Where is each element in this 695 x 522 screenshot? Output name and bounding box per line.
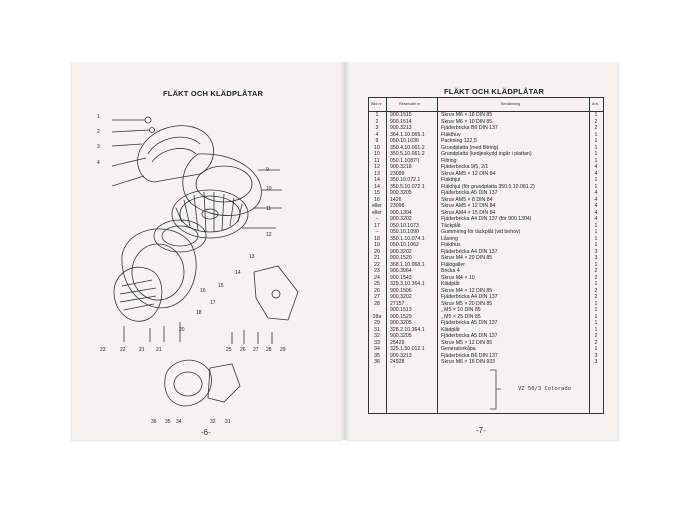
quantity-cell: 2: [594, 125, 598, 131]
callout-2: 2: [97, 129, 100, 135]
figure-no-cell: eller: [372, 203, 382, 209]
quantity-cell: 1: [594, 235, 598, 242]
quantity-cell: 1: [594, 144, 598, 151]
exploded-fan-diagram: [92, 96, 300, 426]
quantity-cell: 2: [594, 333, 598, 339]
figure-no-cell: 20: [374, 248, 380, 255]
callout-3: 3: [97, 144, 100, 150]
left-page-title: FLÄKT OCH KLÄDPLÅTAR: [163, 89, 264, 98]
part-no-cell: 900.3213: [390, 125, 412, 131]
figure-no-cell: 10: [374, 151, 380, 157]
figure-no-cell: 10: [374, 144, 380, 151]
callout-28: 27: [253, 347, 259, 353]
part-no-cell: 350.10.072.1: [390, 177, 421, 183]
part-no-cell: 900.1520: [390, 255, 412, 261]
callout-20: 20: [179, 327, 185, 333]
part-no-cell: 1426: [390, 196, 402, 203]
callout-34: 34: [176, 419, 182, 425]
description-cell: Fjäderbricka A4 DIN 137: [441, 294, 498, 300]
description-cell: Bricka 4: [441, 268, 460, 274]
part-no-cell: 325.1.50.012.1: [390, 346, 425, 352]
figure-no-cell: 9: [375, 138, 379, 144]
description-cell: Låsring: [441, 235, 459, 242]
figure-no-cell: 28: [374, 300, 380, 307]
part-no-cell: 900.3202: [390, 216, 412, 222]
description-cell: Fläktgaller: [441, 261, 465, 268]
description-cell: Skruv M5 × 12 DIN 85: [441, 339, 493, 346]
description-cell: Fjäderbricka A5 DIN 137: [441, 333, 498, 339]
part-no-cell: 350.5.10.072.1: [390, 183, 425, 190]
figure-no-cell: 2: [375, 118, 379, 125]
quantity-cell: 1: [594, 138, 598, 144]
figure-no-cell: 35: [374, 352, 380, 359]
description-cell: Skruv AM5 × 12 DIN 84: [441, 170, 496, 177]
part-no-cell: 050.10.1090: [390, 229, 419, 235]
figure-no-cell: 15: [374, 190, 380, 196]
description-cell: Skruv M6 × 16 DIN 933: [441, 359, 496, 365]
figure-no-cell: 14: [374, 177, 380, 183]
table-row: [369, 359, 603, 366]
description-cell: „ M5 × 25 DIN 85: [441, 313, 481, 320]
part-no-cell: 900.1529: [390, 313, 412, 320]
part-no-cell: 27157: [390, 300, 405, 307]
quantity-cell: 1: [594, 320, 598, 326]
col-header-part-no: Reservdel nr: [399, 102, 421, 106]
part-no-cell: 368.1.10.068.1: [390, 261, 425, 268]
quantity-cell: 3: [594, 248, 598, 255]
description-cell: Skruv M4 × 12 DIN 85: [441, 287, 493, 294]
quantity-cell: 2: [594, 268, 598, 274]
quantity-cell: 4: [594, 203, 598, 209]
part-no-cell: 329.3.10.364.1: [390, 281, 425, 287]
figure-no-cell: 19: [374, 242, 380, 248]
description-cell: Fläkthjul: [441, 177, 461, 183]
part-no-cell: 900.1304: [390, 209, 412, 216]
callout-23: 22: [120, 347, 126, 353]
part-no-cell: 25429: [390, 339, 405, 346]
figure-no-cell: 17: [374, 222, 380, 229]
figure-no-cell: 33: [374, 339, 380, 346]
part-no-cell: 900.1543: [390, 274, 412, 281]
callout-35: 35: [165, 419, 171, 425]
quantity-cell: 1: [594, 326, 598, 333]
part-no-cell: 23099: [390, 170, 405, 177]
parts-table-body: [369, 112, 603, 366]
callout-26: 25: [226, 347, 232, 353]
quantity-cell: 4: [594, 196, 598, 203]
handwritten-note: VZ 50/3 Colorado: [518, 386, 571, 392]
quantity-cell: 2: [594, 339, 598, 346]
description-cell: Generatorkåpa: [441, 346, 476, 352]
description-cell: Fläkthjul (för grundplatta 350.5.10.061.2): [441, 183, 535, 190]
description-cell: Fjäderbricka B6 DIN 137: [441, 125, 498, 131]
part-no-cell: 900.1515: [390, 112, 412, 118]
quantity-cell: 1: [594, 313, 598, 320]
col-header-description: Benämning: [501, 102, 521, 106]
figure-no-cell: 24: [374, 274, 380, 281]
quantity-cell: 1: [594, 112, 598, 118]
figure-no-cell: 27: [374, 294, 380, 300]
description-cell: Filtring: [441, 157, 457, 164]
description-cell: Grundplatta (kedjeskydd ingår i plattan): [441, 151, 532, 157]
description-cell: Fjäderbricka B6 DIN 137: [441, 352, 498, 359]
callout-31: 31: [225, 419, 231, 425]
figure-no-cell: 28a: [372, 313, 382, 320]
description-cell: Klädplåt: [441, 281, 460, 287]
quantity-cell: 1: [594, 346, 598, 352]
quantity-cell: 2: [594, 287, 598, 294]
description-cell: Fjäderbricka A5 DIN 137: [441, 190, 498, 196]
part-no-cell: 900.3205: [390, 320, 412, 326]
part-no-cell: 900.3202: [390, 248, 412, 255]
part-no-cell: 900.1506: [390, 287, 412, 294]
quantity-cell: 3: [594, 352, 598, 359]
quantity-cell: 3: [594, 255, 598, 261]
figure-no-cell: –: [375, 216, 379, 222]
figure-no-cell: 29: [374, 320, 380, 326]
callout-22: 21: [139, 347, 145, 353]
quantity-cell: 4: [594, 216, 598, 222]
description-cell: Fläkthus: [441, 242, 461, 248]
callout-18: 18: [196, 310, 202, 316]
description-cell: Skruv M5 × 20 DIN 85: [441, 300, 493, 307]
part-no-cell: 050.1.1087¹): [390, 157, 420, 164]
quantity-cell: 1: [594, 281, 598, 287]
figure-no-cell: 12: [374, 164, 380, 170]
right-page-title: FLÄKT OCH KLÄDPLÅTAR: [444, 87, 545, 96]
figure-no-cell: 13: [374, 170, 380, 177]
callout-12: 12: [266, 232, 272, 238]
part-no-cell: 900.1514: [390, 118, 412, 125]
part-no-cell: 24928: [390, 359, 405, 365]
quantity-cell: 1: [594, 242, 598, 248]
figure-no-cell: 26: [374, 287, 380, 294]
part-no-cell: 050.10.1062: [390, 242, 419, 248]
parts-table: [368, 97, 604, 414]
quantity-cell: 4: [594, 164, 598, 170]
figure-no-cell: 31: [374, 326, 380, 333]
brace-mark: [488, 369, 502, 411]
figure-no-cell: 3: [375, 125, 379, 131]
description-cell: Fjäderbricka A5 DIN 137: [441, 320, 498, 326]
part-no-cell: 350.5.10.061.2: [390, 151, 425, 157]
quantity-cell: 2: [594, 294, 598, 300]
quantity-cell: 1: [594, 261, 598, 268]
right-page-number: -7-: [476, 426, 486, 435]
callout-14: 14: [235, 270, 241, 276]
description-cell: Skruv AM5 × 8 DIN 84: [441, 196, 493, 203]
figure-no-cell: –: [375, 229, 379, 235]
callout-21: 21: [156, 347, 162, 353]
quantity-cell: 1: [594, 222, 598, 229]
part-no-cell: 050.10.1036: [390, 138, 419, 144]
description-cell: Fläkthuv: [441, 131, 461, 138]
description-cell: Skruv AM4 × 15 DIN 84: [441, 209, 496, 216]
description-cell: Klädplåt: [441, 326, 460, 333]
part-no-cell: 350.1.10.074.1: [390, 235, 425, 242]
description-cell: Fjäderbricka 9/5, 2/1: [441, 164, 489, 170]
callout-27: 26: [240, 347, 246, 353]
description-cell: Skruv AM5 × 12 DIN 84: [441, 203, 496, 209]
quantity-cell: 1: [594, 157, 598, 164]
quantity-cell: 1: [594, 300, 598, 307]
description-cell: Gummiring för täckplåt (vid behov): [441, 229, 521, 235]
figure-no-cell: 21: [374, 255, 380, 261]
callout-11: 11: [266, 206, 272, 212]
figure-no-cell: 32: [374, 333, 380, 339]
callout-10: 10: [266, 186, 272, 192]
description-cell: Grundplatta (med filtring): [441, 144, 499, 151]
callout-32: 32: [210, 419, 216, 425]
col-header-quantity: Ant.: [592, 102, 599, 106]
figure-no-cell: 23: [374, 268, 380, 274]
quantity-cell: 1: [594, 151, 598, 157]
quantity-cell: 1: [594, 229, 598, 235]
figure-no-cell: 14: [374, 183, 380, 190]
figure-no-cell: eller: [372, 209, 382, 216]
figure-no-cell: 16: [374, 196, 380, 203]
quantity-cell: 2: [594, 118, 598, 125]
quantity-cell: 1: [594, 131, 598, 138]
description-cell: „ M5 × 10 DIN 85: [441, 307, 481, 313]
figure-no-cell: 1: [375, 112, 379, 118]
part-no-cell: 050.10.1073: [390, 222, 419, 229]
quantity-cell: 1: [594, 307, 598, 313]
book-gutter: [340, 62, 350, 440]
quantity-cell: 4: [594, 190, 598, 196]
description-cell: Fjäderbricka A4 DIN 137: [441, 248, 498, 255]
part-no-cell: 900.3205: [390, 333, 412, 339]
parts-table-header: [369, 98, 603, 112]
description-cell: Skruv M6 × 18 DIN 85: [441, 112, 493, 118]
left-page-number: -6-: [201, 428, 211, 437]
col-header-figure-no: Bild nr: [371, 102, 382, 106]
quantity-cell: 1: [594, 183, 598, 190]
quantity-cell: 1: [594, 177, 598, 183]
part-no-cell: 350.4.10.061.2: [390, 144, 425, 151]
part-no-cell: 900.3213: [390, 352, 412, 359]
quantity-cell: 4: [594, 170, 598, 177]
figure-no-cell: 18: [374, 235, 380, 242]
callout-13: 13: [249, 254, 255, 260]
description-cell: Täckplåt: [441, 222, 461, 229]
figure-no-cell: 11: [374, 157, 380, 164]
part-no-cell: 900.1513: [390, 307, 412, 313]
callout-29: 28: [266, 347, 272, 353]
figure-no-cell: 34: [374, 346, 380, 352]
quantity-cell: 2: [594, 274, 598, 281]
callout-4: 4: [97, 160, 100, 166]
callout-1: 1: [97, 114, 100, 120]
figure-no-cell: 36: [374, 359, 380, 365]
part-no-cell: 900.3202: [390, 294, 412, 300]
quantity-cell: 3: [594, 359, 598, 365]
callout-17: 17: [210, 300, 216, 306]
part-no-cell: 900.3218: [390, 164, 412, 170]
part-no-cell: 900.3964: [390, 268, 412, 274]
figure-no-cell: 4: [375, 131, 379, 138]
callout-36: 36: [151, 419, 157, 425]
callout-15: 15: [218, 283, 224, 289]
callout-16: 16: [200, 288, 206, 294]
description-cell: Skruv M6 × 10 DIN 85: [441, 118, 493, 125]
callout-29a: 29: [280, 347, 286, 353]
figure-no-cell: 25: [374, 281, 380, 287]
part-no-cell: 23098: [390, 203, 405, 209]
description-cell: Skruv M4 × 20 DIN 85: [441, 255, 493, 261]
part-no-cell: 328.2.10.364.1: [390, 326, 425, 333]
callout-24: 23: [100, 347, 106, 353]
description-cell: Fjäderbricka A4 DIN 137 (för 900.1304): [441, 216, 532, 222]
part-no-cell: 364.1.10.065.1: [390, 131, 425, 138]
description-cell: Skruv M4 × 10: [441, 274, 475, 281]
part-no-cell: 900.3205: [390, 190, 412, 196]
callout-9: 9: [266, 167, 269, 173]
figure-no-cell: 22: [374, 261, 380, 268]
quantity-cell: 4: [594, 209, 598, 216]
description-cell: Packning 122,5: [441, 138, 477, 144]
